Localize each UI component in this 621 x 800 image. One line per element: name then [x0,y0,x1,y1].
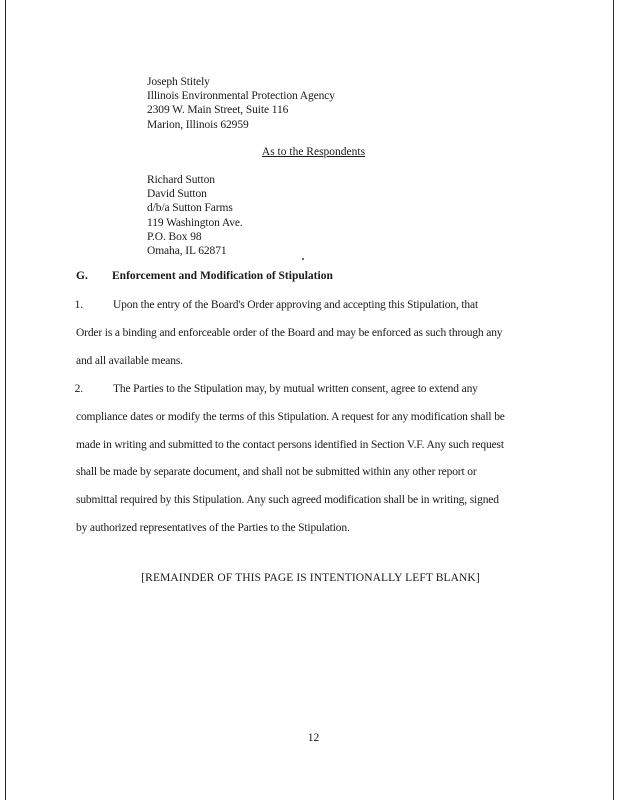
address-block-agency [147,75,335,132]
address-line: 119 Washington Ave. [147,216,243,229]
address-line: Richard Sutton [147,174,215,186]
paragraph-line [76,292,546,320]
section-letter: G. [76,270,88,282]
scan-border-left [5,0,6,800]
remainder-notice: [REMAINDER OF THIS PAGE IS INTENTIONALLY LEFT BLANK] [141,572,480,584]
address-line: d/b/a Sutton Farms [147,202,233,215]
address-line: 2309 W. Main Street, Suite 116 [147,104,289,117]
address-line: Marion, Illinois 62959 [147,118,249,131]
address-line: Joseph Stitely [147,76,210,88]
paragraph-line: shall be made by separate document, and shall not be submitted within any other report or [76,466,477,479]
paragraph-text: Upon the entry of the Board's Order approving and accepting this Stipulation, that [113,299,479,311]
address-line: Omaha, IL 62871 [147,245,227,258]
paragraph-text: The Parties to the Stipulation may, by mutual written consent, agree to extend any [113,383,478,395]
paragraph-line: made in writing and submitted to the contact persons identified in Section V.F. Any such request [76,438,504,451]
section-title: Enforcement and Modification of Stipulation [112,270,333,282]
section-heading [76,270,333,282]
paragraph-1 [76,292,546,375]
respondents-heading-row [0,146,621,158]
paragraph-2 [76,376,546,543]
paragraph-line: and all available means. [76,354,183,367]
scan-speck [302,258,304,260]
paragraph-number: 1. [74,299,83,311]
paragraph-line: compliance dates or modify the terms of this Stipulation. A request for any modification shall be [76,410,505,423]
address-block-respondents [147,173,243,258]
paragraph-line: by authorized representatives of the Parties to the Stipulation. [76,521,350,534]
respondents-heading: As to the Respondents [261,146,366,158]
paragraph-line [76,376,546,404]
paragraph-number: 2. [74,383,83,395]
paragraph-line: Order is a binding and enforceable order of the Board and may be enforced as such through any [76,326,503,339]
address-line: David Sutton [147,188,207,201]
scan-border-right [613,0,614,800]
page-number: 12 [307,732,320,744]
address-line: Illinois Environmental Protection Agency [147,90,335,103]
paragraph-line: submittal required by this Stipulation. Any such agreed modification shall be in writing, signed [76,494,499,507]
address-line: P.O. Box 98 [147,230,202,243]
